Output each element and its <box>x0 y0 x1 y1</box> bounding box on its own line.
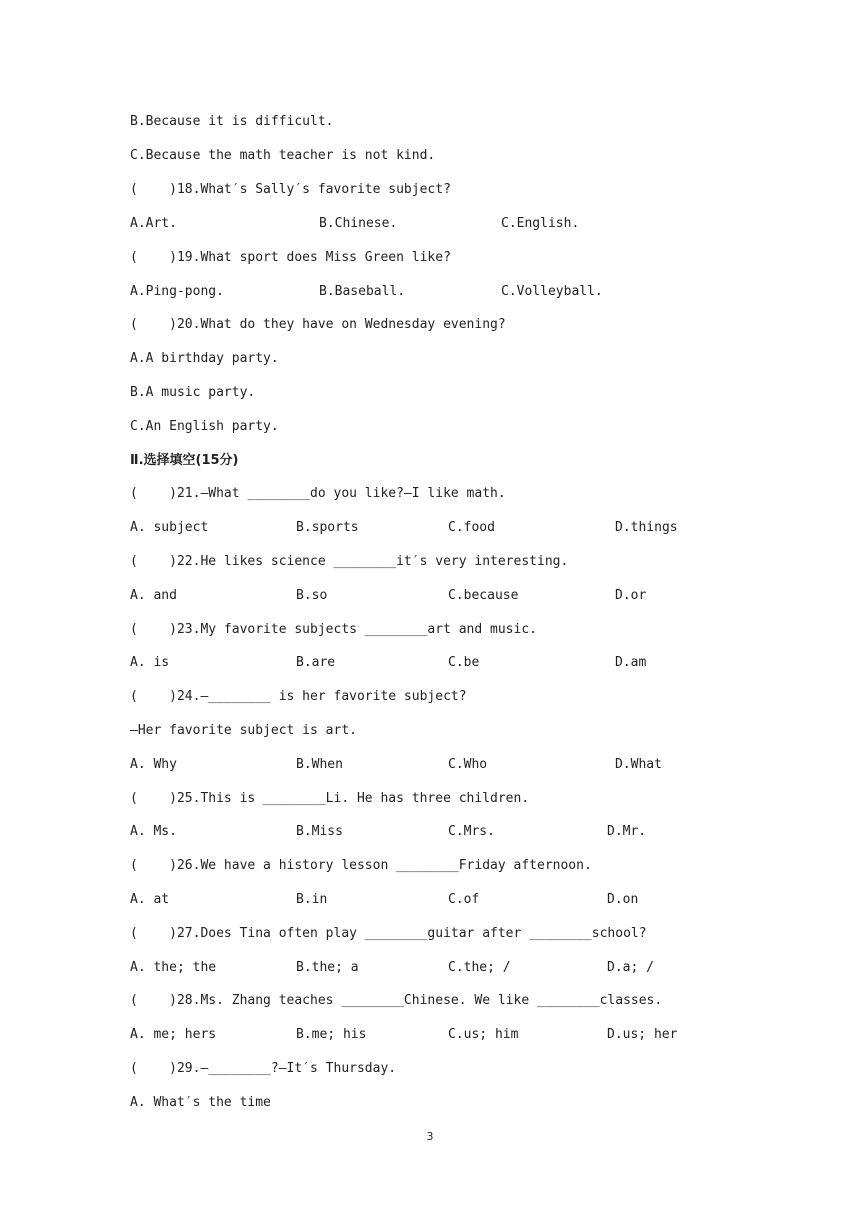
question-24: ( )24.—________ is her favorite subject? <box>130 689 467 704</box>
question-20: ( )20.What do they have on Wednesday evening? <box>130 317 506 332</box>
option-b: B.Miss <box>296 824 343 839</box>
option-c: C.the; / <box>448 960 511 975</box>
question-21: ( )21.—What ________do you like?—I like math. <box>130 486 506 501</box>
option-d: D.on <box>607 892 639 907</box>
option-a: A. Ms. <box>130 824 177 839</box>
option-a: A. subject <box>130 520 209 535</box>
option-c: C.Mrs. <box>448 824 495 839</box>
option-line: A.A birthday party. <box>130 351 279 366</box>
question-26: ( )26.We have a history lesson ________Friday afternoon. <box>130 858 592 873</box>
option-b: B.Baseball. <box>319 284 406 299</box>
option-a: A.Ping-pong. <box>130 284 224 299</box>
option-d: D.Mr. <box>607 824 647 839</box>
option-b: B.Chinese. <box>319 216 398 231</box>
option-c: C.of <box>448 892 480 907</box>
section-heading: Ⅱ.选择填空(15分) <box>130 453 239 468</box>
option-b: B.When <box>296 757 343 772</box>
option-a: A. the; the <box>130 960 217 975</box>
option-d: D.us; her <box>607 1027 678 1042</box>
option-line: B.Because it is difficult. <box>130 114 334 129</box>
option-c: C.English. <box>501 216 580 231</box>
option-a: A. and <box>130 588 177 603</box>
option-a: A. is <box>130 655 170 670</box>
question-18: ( )18.What′s Sally′s favorite subject? <box>130 182 451 197</box>
option-line: A. What′s the time <box>130 1095 271 1110</box>
question-29: ( )29.—________?—It′s Thursday. <box>130 1061 397 1076</box>
option-c: C.because <box>448 588 519 603</box>
option-b: B.so <box>296 588 328 603</box>
option-b: B.are <box>296 655 336 670</box>
option-a: A. at <box>130 892 170 907</box>
option-c: C.Who <box>448 757 488 772</box>
option-line: B.A music party. <box>130 385 256 400</box>
option-a: A. me; hers <box>130 1027 217 1042</box>
question-23: ( )23.My favorite subjects ________art and music. <box>130 622 537 637</box>
option-d: D.am <box>615 655 647 670</box>
option-line: C.An English party. <box>130 419 279 434</box>
option-d: D.What <box>615 757 662 772</box>
option-c: C.be <box>448 655 480 670</box>
option-line: C.Because the math teacher is not kind. <box>130 148 436 163</box>
option-d: D.or <box>615 588 647 603</box>
option-a: A. Why <box>130 757 177 772</box>
question-28: ( )28.Ms. Zhang teaches ________Chinese. We like ________classes. <box>130 993 663 1008</box>
option-d: D.a; / <box>607 960 654 975</box>
option-c: C.Volleyball. <box>501 284 603 299</box>
question-25: ( )25.This is ________Li. He has three children. <box>130 791 530 806</box>
question-24-answer: —Her favorite subject is art. <box>130 723 357 738</box>
option-c: C.us; him <box>448 1027 519 1042</box>
option-b: B.sports <box>296 520 359 535</box>
option-b: B.in <box>296 892 328 907</box>
question-19: ( )19.What sport does Miss Green like? <box>130 250 451 265</box>
question-22: ( )22.He likes science ________it′s very interesting. <box>130 554 569 569</box>
option-d: D.things <box>615 520 678 535</box>
option-a: A.Art. <box>130 216 177 231</box>
option-b: B.me; his <box>296 1027 367 1042</box>
option-c: C.food <box>448 520 495 535</box>
option-b: B.the; a <box>296 960 359 975</box>
question-27: ( )27.Does Tina often play ________guitar after ________school? <box>130 926 647 941</box>
page-number: 3 <box>426 1130 434 1143</box>
